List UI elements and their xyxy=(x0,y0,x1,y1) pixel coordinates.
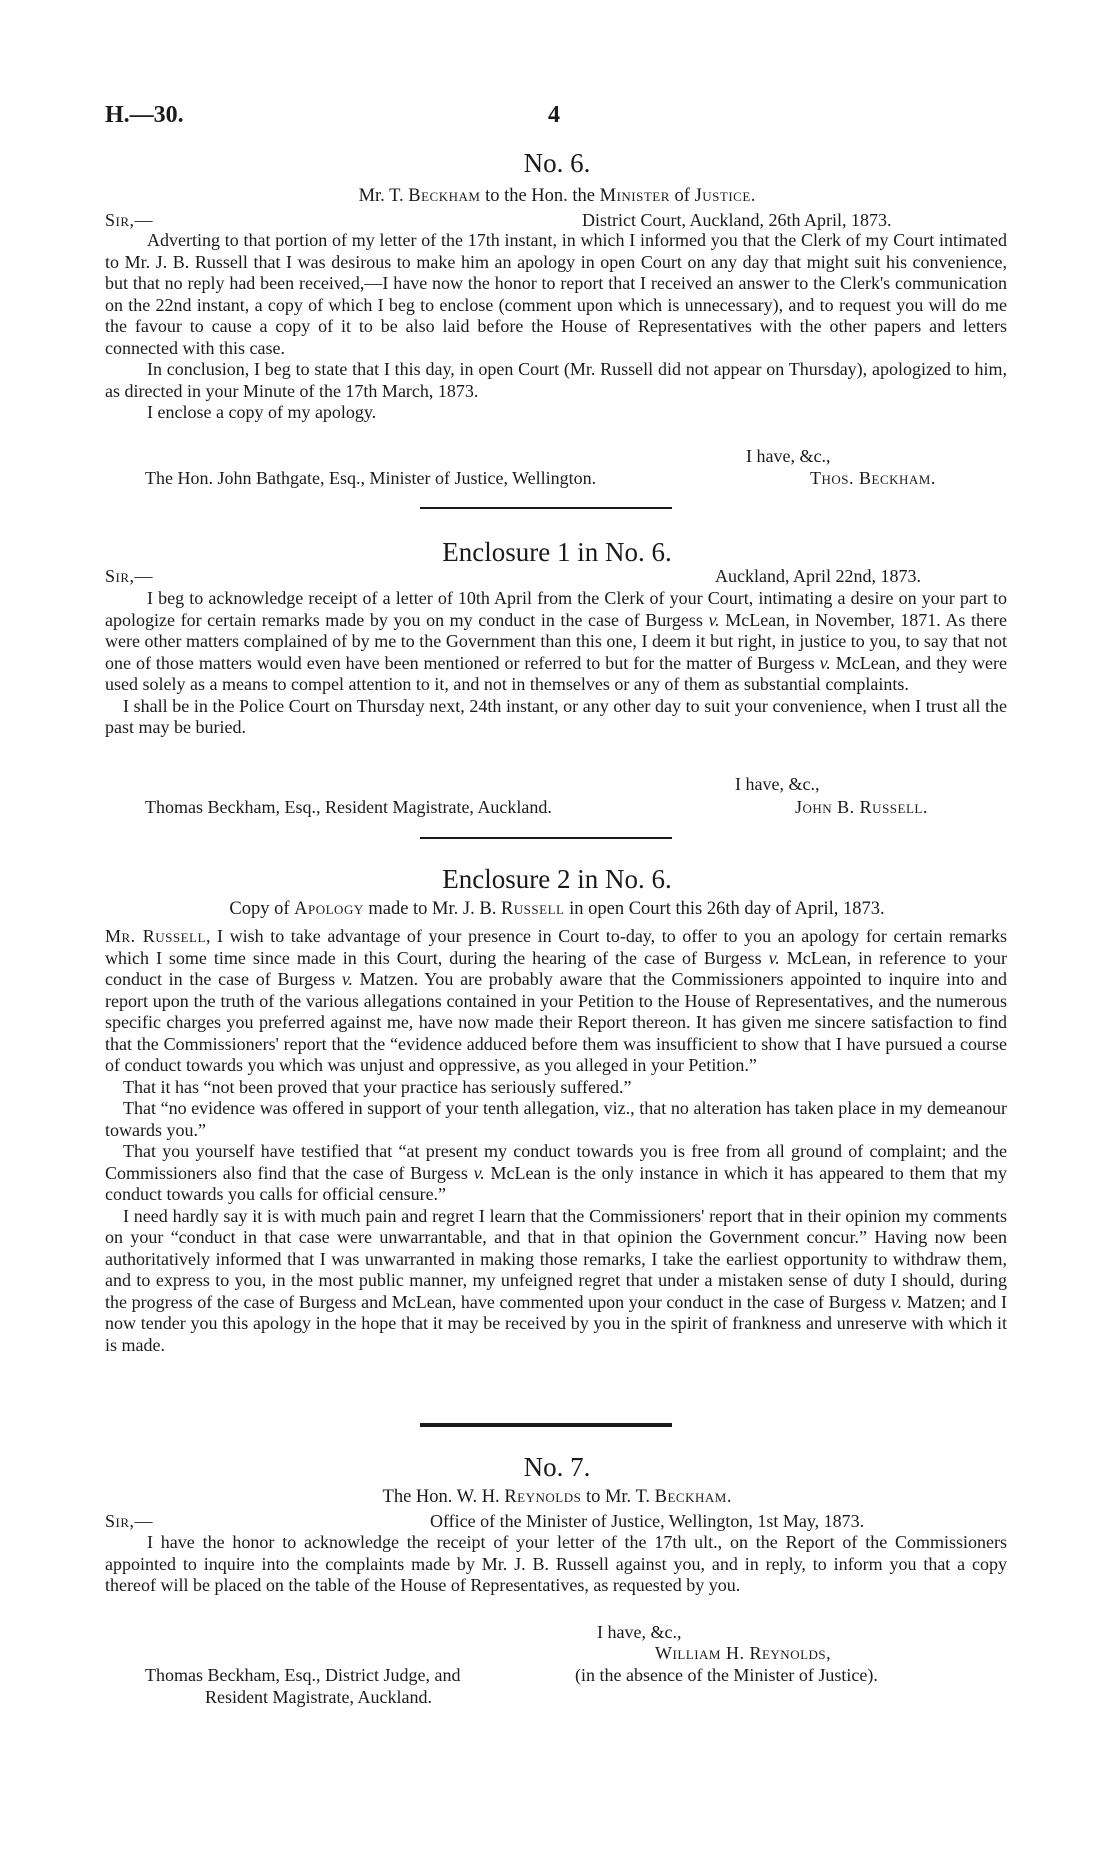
paragraph: Adverting to that portion of my letter of the 17th instant, in which I informed you that the Clerk of my Court intimated to Mr. J. B. Russell that I was desirous to make him an apology in open Court on any day that might suit his convenience, but that no reply had been received,—I have now the honor to report that I received an answer to the Clerk's communication on the 22nd instant, a copy of which I beg to enclose (comment upon which is unnecessary), and to request you will do me the favour to cause a copy of it to be also laid before the House of Representatives with the other papers and letters connected with this case. xyxy=(105,230,1007,358)
letter-heading-no7: The Hon. W. H. Reynolds to Mr. T. Beckham. xyxy=(382,1487,732,1507)
enclosure-subtitle: Copy of Apology made to Mr. J. B. Russell in open Court this 26th day of April, 1873. xyxy=(229,899,885,919)
divider xyxy=(420,837,672,839)
paragraph: Mr. Russell, I wish to take advantage of your presence in Court to-day, to offer to you an apology for certain remarks which I some time since made in this Court, during the hearing of the case of Burgess v. McLean, in reference to your conduct in the case of Burgess v. Matzen. You are probably aware that the Commissioners appointed to inquire into and report upon the truth of the various allegations contained in your Petition to the House of Representatives, and the numerous specific charges you preferred against me, have now made their Report thereon. It has given me sincere satisfaction to find that the Commissioners' report that the “evidence adduced before them was insufficient to show that I have pursued a course of conduct towards you which was unjust and oppressive, as you alleged in your Petition.” xyxy=(105,926,1007,1075)
closing-no6: I have, &c., xyxy=(746,446,831,466)
paragraph: That it has “not been proved that your practice has seriously suffered.” xyxy=(123,1076,632,1097)
addressee-no6: The Hon. John Bathgate, Esq., Minister of Justice, Wellington. xyxy=(145,468,597,488)
salutation-no6: Sir,— xyxy=(105,210,154,230)
salutation-enc1: Sir,— xyxy=(105,566,154,586)
signature-enc1: John B. Russell. xyxy=(795,797,928,817)
paragraph: I beg to acknowledge receipt of a letter of 10th April from the Clerk of your Court, intimating a desire on your part to apologize for certain remarks made by you on my conduct in the case of Burgess v. McLean, in November, 1871. As there were other matters complained of by me to the Government than this one, I deem it but right, in justice to you, to say that not one of those matters would even have been mentioned or referred to but for the matter of Burgess v. McLean, and they were used solely as a means to compel attention to it, and not in themselves or any of them as substantial complaints. xyxy=(105,588,1007,694)
page-number: 4 xyxy=(548,102,560,128)
divider xyxy=(420,1423,672,1427)
section-title-enc1: Enclosure 1 in No. 6. xyxy=(442,537,672,567)
place-date-no7: Office of the Minister of Justice, Wellington, 1st May, 1873. xyxy=(430,1511,865,1531)
addressee-no7-line2: Resident Magistrate, Auckland. xyxy=(205,1687,432,1707)
paragraph: I shall be in the Police Court on Thursday next, 24th instant, or any other day to suit your convenience, when I trust all the past may be buried. xyxy=(105,695,1007,737)
paragraph: In conclusion, I beg to state that I this day, in open Court (Mr. Russell did not appear on Thursday), apologized to him, as directed in your Minute of the 17th March, 1873. xyxy=(105,359,1007,401)
signature-no6: Thos. Beckham. xyxy=(810,468,936,488)
letter-body-no6 xyxy=(105,230,1007,424)
document-reference: H.—30. xyxy=(105,102,184,128)
letter-body-no7 xyxy=(105,1532,1007,1597)
divider xyxy=(420,507,672,509)
letter-body-enc1 xyxy=(105,588,1007,739)
closing-no7: I have, &c., xyxy=(597,1622,682,1642)
signature-note-no7: (in the absence of the Minister of Justice). xyxy=(575,1665,878,1685)
paragraph: I have the honor to acknowledge the receipt of your letter of the 17th ult., on the Report of the Commissioners appointed to inquire into the complaints made by Mr. J. B. Russell against you, and in reply, to inform you that a copy thereof will be placed on the table of the House of Representatives, as requested by you. xyxy=(105,1532,1007,1595)
paragraph: I need hardly say it is with much pain and regret I learn that the Commissioners' report that in their opinion my comments on your “conduct in that case were unwarrantable, and that in that opinion the Government concur.” Having now been authoritatively informed that I was unwarranted in making those remarks, I take the earliest opportunity to withdraw them, and to express to you, in the most public manner, my unfeigned regret that under a mistaken sense of duty I should, during the progress of the case of Burgess and McLean, have commented upon your conduct in the case of Burgess v. Matzen; and I now tender you this apology in the hope that it may be received by you in the spirit of frankness and unreserve with which it is made. xyxy=(105,1205,1007,1355)
closing-enc1: I have, &c., xyxy=(735,774,820,794)
section-title-no7: No. 7. xyxy=(523,1452,591,1482)
section-title-enc2: Enclosure 2 in No. 6. xyxy=(442,864,672,894)
addressee-enc1: Thomas Beckham, Esq., Resident Magistrate, Auckland. xyxy=(145,797,552,817)
addressee-no7-line1: Thomas Beckham, Esq., District Judge, and xyxy=(145,1665,461,1685)
paragraph: That you yourself have testified that “at present my conduct towards you is free from all ground of complaint; and the Commissioners also find that the case of Burgess v. McLean is the only instance in which it has appeared to them that my conduct towards you calls for official censure.” xyxy=(105,1141,1007,1204)
paragraph: I enclose a copy of my apology. xyxy=(147,402,377,422)
apology-body xyxy=(105,926,1007,1356)
place-date-no6: District Court, Auckland, 26th April, 1873. xyxy=(582,210,892,230)
section-title-no6: No. 6. xyxy=(523,148,591,178)
letter-heading-no6: Mr. T. Beckham to the Hon. the Minister of Justice. xyxy=(358,186,756,206)
paragraph: That “no evidence was offered in support of your tenth allegation, viz., that no alteration has taken place in my demeanour towards you.” xyxy=(105,1098,1007,1140)
signature-no7: William H. Reynolds, xyxy=(655,1643,832,1663)
place-date-enc1: Auckland, April 22nd, 1873. xyxy=(715,566,921,586)
salutation-no7: Sir,— xyxy=(105,1511,154,1531)
